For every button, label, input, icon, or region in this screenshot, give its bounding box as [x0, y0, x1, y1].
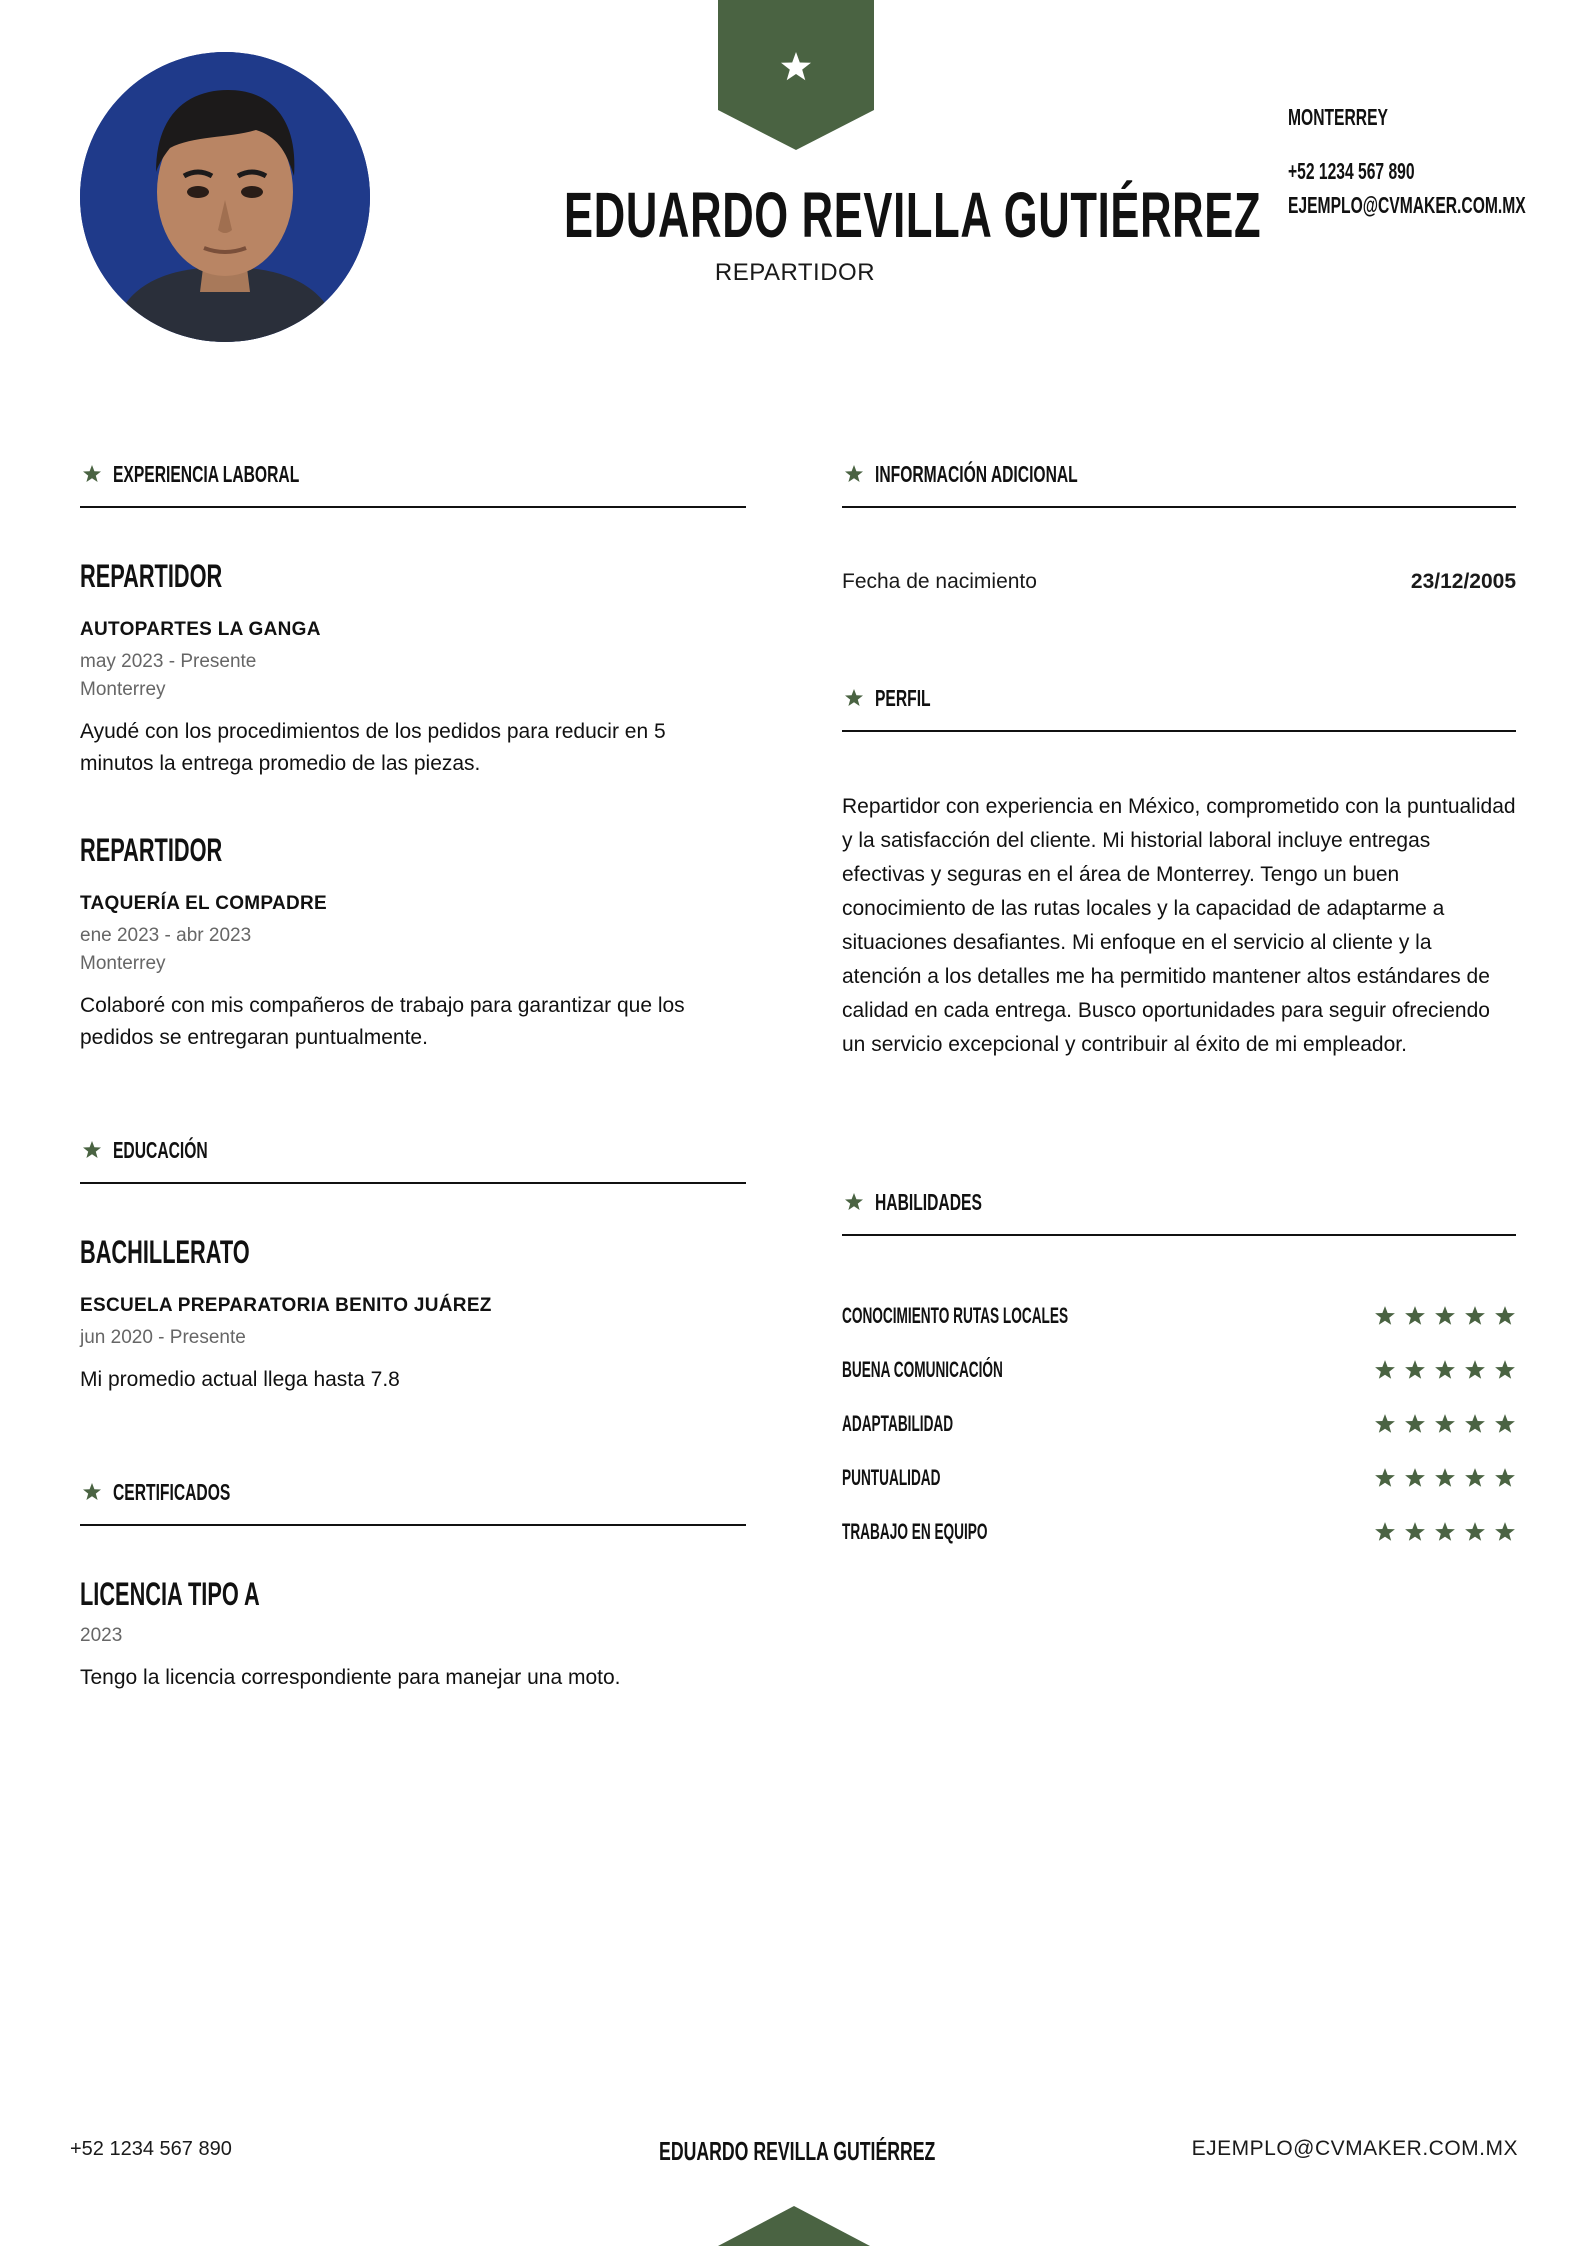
star-icon [1434, 1521, 1456, 1543]
experience-position: REPARTIDOR [80, 832, 223, 868]
experience-position: REPARTIDOR [80, 558, 223, 594]
star-icon [1404, 1305, 1426, 1327]
star-icon [1494, 1359, 1516, 1381]
job-role: REPARTIDOR [714, 259, 876, 286]
skill-row [842, 1303, 1516, 1333]
star-icon [1434, 1305, 1456, 1327]
experience-description: Ayudé con los procedimientos de los pedidos para reducir en 5 minutos la entrega promedio de las piezas. [80, 720, 666, 775]
footer-email[interactable]: EJEMPLO@CVMAKER.COM.MX [1191, 2137, 1518, 2160]
experience-dates: ene 2023 - abr 2023 [80, 925, 252, 946]
skill-name: BUENA COMUNICACIÓN [842, 1357, 1003, 1382]
star-icon [1374, 1521, 1396, 1543]
experience-location: Monterrey [80, 679, 166, 700]
skill-row [842, 1411, 1516, 1441]
skill-row [842, 1357, 1516, 1387]
skill-rating [1374, 1413, 1516, 1435]
experience-dates: may 2023 - Presente [80, 651, 257, 672]
star-icon [1434, 1359, 1456, 1381]
footer-ribbon [718, 2206, 870, 2246]
section-title: EDUCACIÓN [113, 1137, 208, 1163]
star-icon [1464, 1359, 1486, 1381]
section-title: EXPERIENCIA LABORAL [113, 461, 300, 487]
contact-phone[interactable]: +52 1234 567 890 [1288, 158, 1415, 184]
experience-company: AUTOPARTES LA GANGA [80, 619, 321, 640]
profile-text: Repartidor con experiencia en México, comprometido con la puntualidad y la satisfacción del cliente. Mi historial laboral incluye entregas efectivas y seguras en el área de Monterrey. Tengo un buen conocimiento de las rutas locales y la capacidad de adaptarme a situaciones desafiantes. Mi enfoque en el servicio al cliente y la atención a los detalles me ha permitido mantener altos estándares de calidad en cada entrega. Busco oportunidades para seguir ofreciendo un servicio excepcional y contribuir al éxito de mi empleador. [842, 795, 1516, 1056]
skill-name: CONOCIMIENTO RUTAS LOCALES [842, 1303, 1069, 1328]
star-icon [82, 1140, 102, 1160]
education-degree: BACHILLERATO [80, 1234, 250, 1270]
info-label: Fecha de nacimiento [842, 570, 1037, 593]
section-education-header [80, 1138, 746, 1184]
star-icon [1404, 1521, 1426, 1543]
experience-description: Colaboré con mis compañeros de trabajo para garantizar que los pedidos se entregaran puntualmente. [80, 994, 685, 1049]
star-icon [844, 1192, 864, 1212]
star-icon [844, 688, 864, 708]
star-icon [1434, 1467, 1456, 1489]
star-icon [1404, 1359, 1426, 1381]
avatar [80, 52, 370, 342]
star-icon [1374, 1305, 1396, 1327]
skill-rating [1374, 1359, 1516, 1381]
contact-block [1288, 104, 1588, 219]
experience-company: TAQUERÍA EL COMPADRE [80, 893, 328, 914]
star-icon [1464, 1305, 1486, 1327]
certificate-description: Tengo la licencia correspondiente para manejar una moto. [80, 1666, 621, 1689]
skill-name: ADAPTABILIDAD [842, 1411, 954, 1436]
star-icon [82, 464, 102, 484]
section-title: CERTIFICADOS [113, 1479, 231, 1505]
star-icon [1374, 1413, 1396, 1435]
star-icon [1434, 1413, 1456, 1435]
star-icon [1494, 1413, 1516, 1435]
section-certificates-header [80, 1480, 746, 1526]
skill-name: TRABAJO EN EQUIPO [842, 1519, 988, 1544]
star-icon [1374, 1359, 1396, 1381]
footer-phone[interactable]: +52 1234 567 890 [70, 2138, 232, 2160]
star-icon [1404, 1467, 1426, 1489]
star-icon [1464, 1521, 1486, 1543]
page-title: EDUARDO REVILLA GUTIÉRREZ [564, 179, 1262, 251]
certificate-name: LICENCIA TIPO A [80, 1576, 260, 1612]
star-icon [1464, 1467, 1486, 1489]
skill-name: PUNTUALIDAD [842, 1465, 941, 1490]
star-icon [844, 464, 864, 484]
contact-email[interactable]: EJEMPLO@CVMAKER.COM.MX [1288, 192, 1526, 218]
info-row-birthdate [842, 570, 1516, 594]
star-icon [1494, 1521, 1516, 1543]
star-icon [1494, 1305, 1516, 1327]
certificate-year: 2023 [80, 1625, 123, 1646]
experience-location: Monterrey [80, 953, 166, 974]
star-icon [1404, 1413, 1426, 1435]
section-title: PERFIL [875, 685, 931, 711]
section-skills-header [842, 1190, 1516, 1236]
skill-row [842, 1519, 1516, 1549]
section-title: HABILIDADES [875, 1189, 982, 1215]
education-description: Mi promedio actual llega hasta 7.8 [80, 1368, 400, 1391]
skill-rating [1374, 1467, 1516, 1489]
star-icon [1374, 1467, 1396, 1489]
section-title: INFORMACIÓN ADICIONAL [875, 461, 1078, 487]
contact-city: MONTERREY [1288, 104, 1388, 130]
section-profile-header [842, 686, 1516, 732]
education-dates: jun 2020 - Presente [80, 1327, 246, 1348]
education-school: ESCUELA PREPARATORIA BENITO JUÁREZ [80, 1295, 492, 1316]
skill-row [842, 1465, 1516, 1495]
star-icon [82, 1482, 102, 1502]
section-experience-header [80, 462, 746, 508]
footer-name: EDUARDO REVILLA GUTIÉRREZ [659, 2136, 936, 2166]
skill-rating [1374, 1521, 1516, 1543]
star-icon [1494, 1467, 1516, 1489]
section-additional-info-header [842, 462, 1516, 508]
info-value: 23/12/2005 [1410, 570, 1516, 593]
skill-rating [1374, 1305, 1516, 1327]
star-icon [1464, 1413, 1486, 1435]
header-ribbon [718, 0, 874, 150]
